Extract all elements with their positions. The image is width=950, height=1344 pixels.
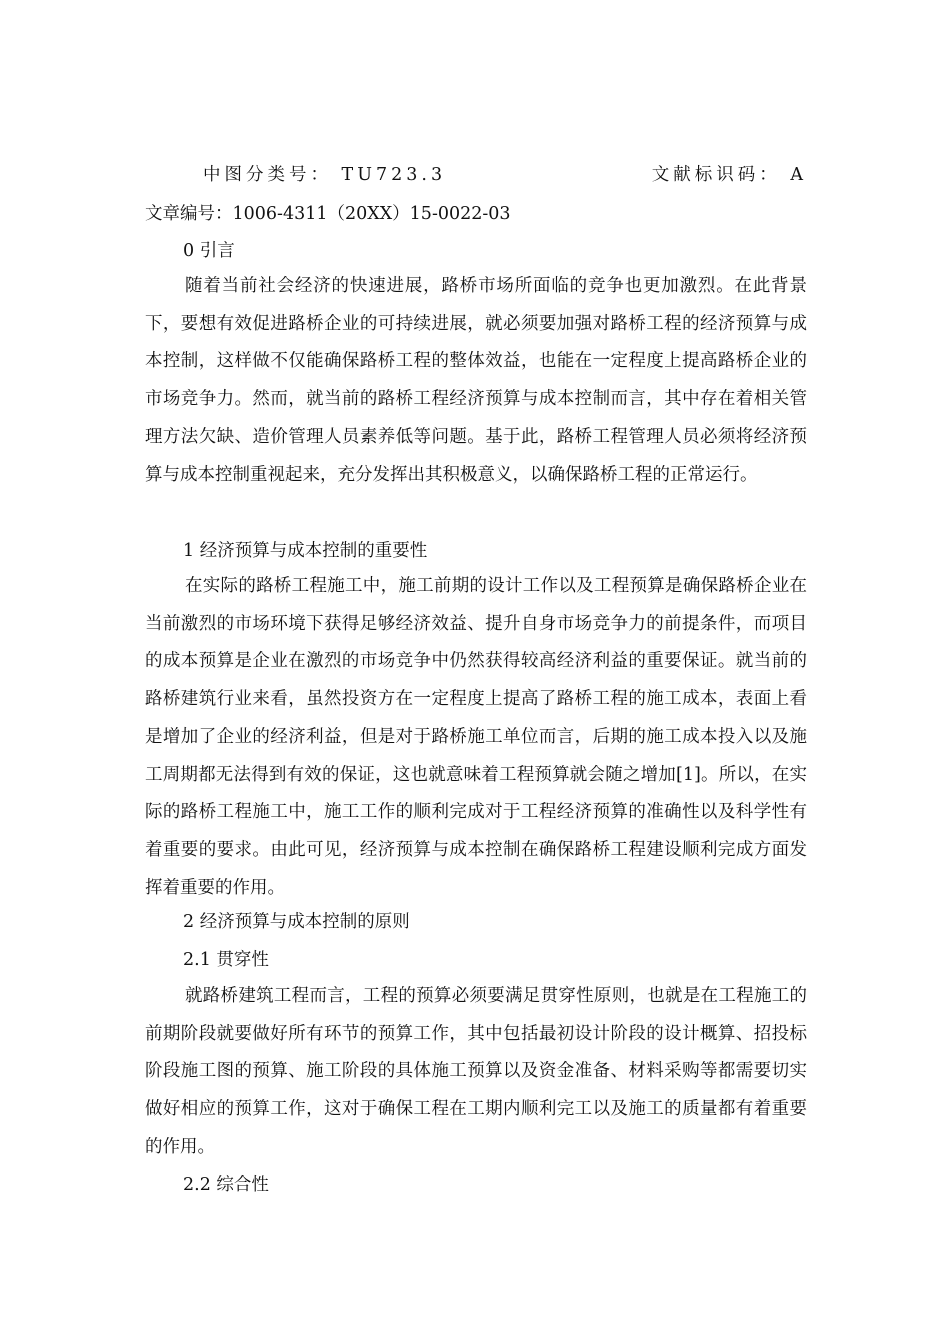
- article-number: 文章编号：1006-4311（20XX）15-0022-03: [145, 204, 511, 224]
- heading-section-2-2: 2.2 综合性: [183, 1175, 269, 1195]
- heading-section-2-1: 2.1 贯穿性: [183, 950, 269, 970]
- paragraph-section-2-1: 就路桥建筑工程而言，工程的预算必须要满足贯穿性原则，也就是在工程施工的前期阶段就要做好所有环节的预算工作，其中包括最初设计阶段的设计概算、招投标阶段施工图的预算、施工阶段的具体施工预算以及资金准备、材料采购等都需要切实做好相应的预算工作，这对于确保工程在工期内顺利完工以及施工的质量都有着重要的作用。: [145, 986, 807, 1157]
- clc-number: 中图分类号： TU723.3: [203, 165, 447, 185]
- heading-section-2: 2 经济预算与成本控制的原则: [183, 912, 410, 932]
- heading-introduction: 0 引言: [183, 241, 235, 261]
- paragraph-section-1: 在实际的路桥工程施工中，施工前期的设计工作以及工程预算是确保路桥企业在当前激烈的市场环境下获得足够经济效益、提升自身市场竞争力的前提条件，而项目的成本预算是企业在激烈的市场竞争中仍然获得较高经济利益的重要保证。就当前的路桥建筑行业来看，虽然投资方在一定程度上提高了路桥工程的施工成本，表面上看是增加了企业的经济利益，但是对于路桥施工单位而言，后期的施工成本投入以及施工周期都无法得到有效的保证，这也就意味着工程预算就会随之增加[1]。所以，在实际的路桥工程施工中，施工工作的顺利完成对于工程经济预算的准确性以及科学性有着重要的要求。由此可见，经济预算与成本控制在确保路桥工程建设顺利完成方面发挥着重要的作用。: [145, 576, 807, 898]
- heading-section-1: 1 经济预算与成本控制的重要性: [183, 541, 428, 561]
- classification-row: [145, 160, 807, 190]
- document-code: 文献标识码： A: [651, 165, 807, 185]
- paragraph-introduction: 随着当前社会经济的快速进展，路桥市场所面临的竞争也更加激烈。在此背景下，要想有效促进路桥企业的可持续进展，就必须要加强对路桥工程的经济预算与成本控制，这样做不仅能确保路桥工程的整体效益，也能在一定程度上提高路桥企业的市场竞争力。然而，就当前的路桥工程经济预算与成本控制而言，其中存在着相关管理方法欠缺、造价管理人员素养低等问题。基于此，路桥工程管理人员必须将经济预算与成本控制重视起来，充分发挥出其积极意义，以确保路桥工程的正常运行。: [145, 276, 807, 485]
